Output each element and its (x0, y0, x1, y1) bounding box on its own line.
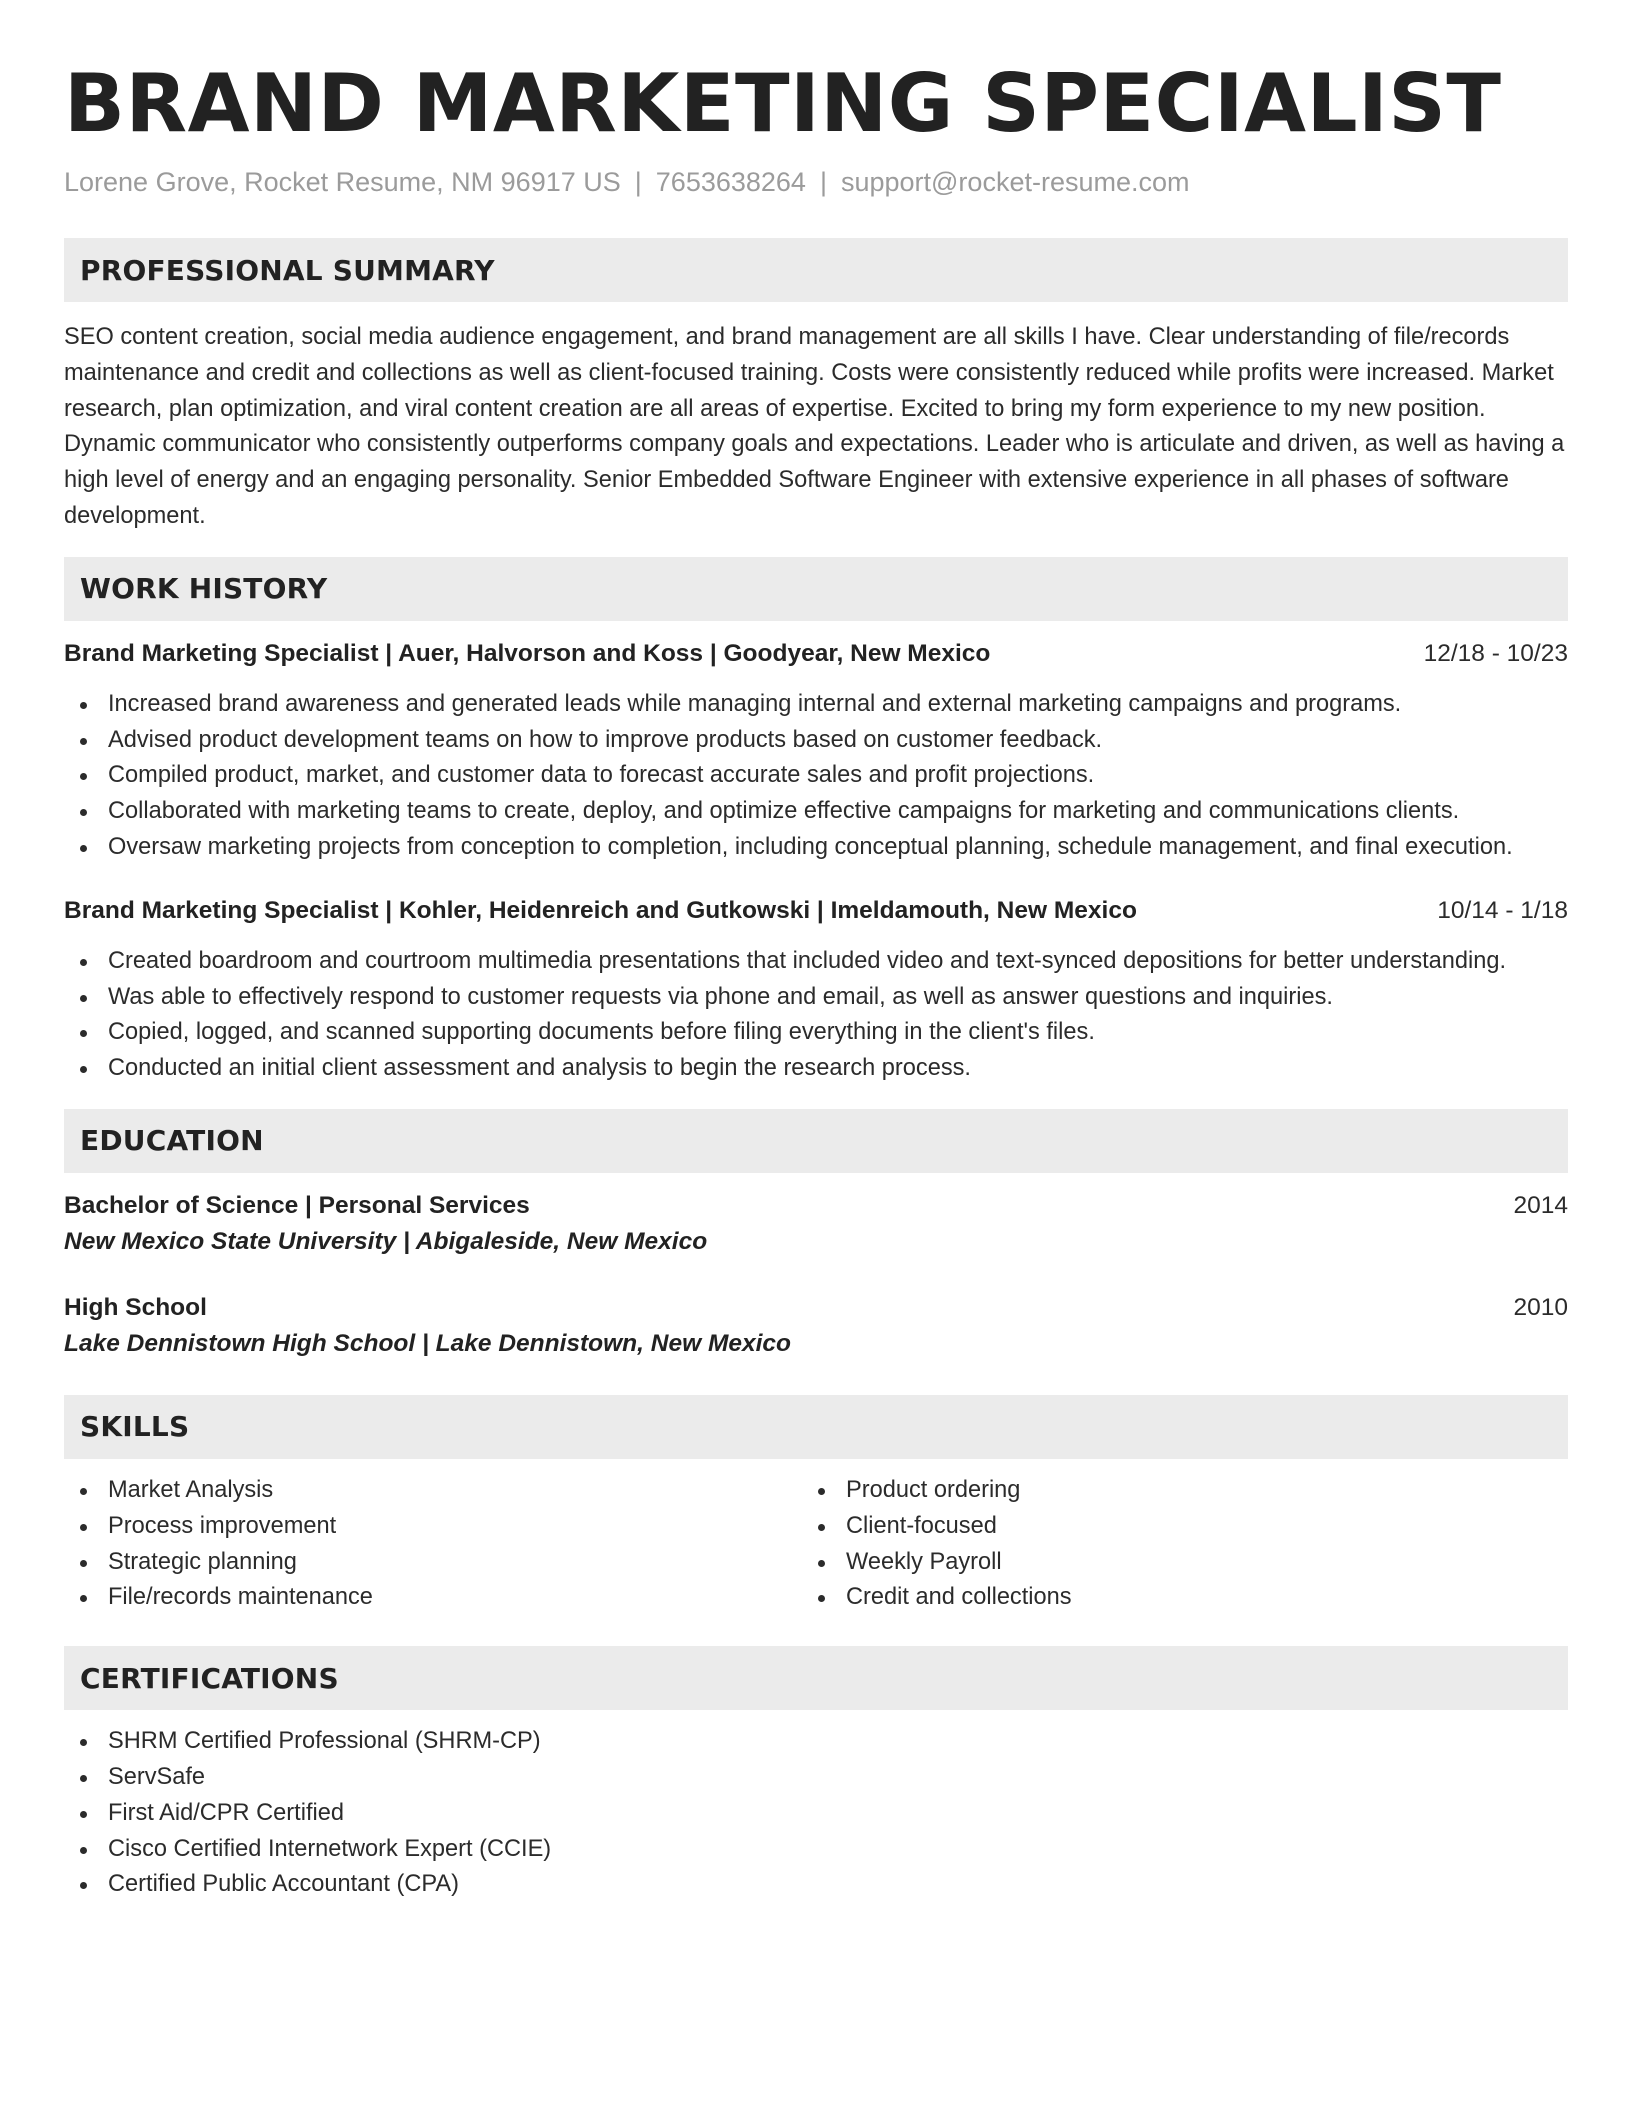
skill-text: Client-focused (846, 1512, 997, 1539)
bullet-icon (80, 1030, 87, 1037)
job-bullet-text: Collaborated with marketing teams to create, deploy, and optimize effective campaigns for marketing and communications clients. (108, 798, 1460, 825)
skills-grid (64, 1473, 1568, 1616)
education-header (64, 1189, 1568, 1223)
bullet-icon (80, 1595, 87, 1602)
job-entry (64, 637, 1568, 866)
education-entry (64, 1189, 1568, 1261)
skill-text: File/records maintenance (108, 1584, 373, 1611)
contact-phone: 7653638264 (655, 167, 806, 197)
resume-name-title: BRAND MARKETING SPECIALIST (64, 57, 1502, 150)
bullet-icon (80, 1882, 87, 1889)
bullet-icon (80, 1524, 87, 1531)
certifications-list (64, 1724, 1568, 1903)
contact-email[interactable]: support@rocket-resume.com (840, 167, 1190, 197)
education-section-header: EDUCATION (64, 1109, 1568, 1173)
job-bullet-text: Conducted an initial client assessment and analysis to begin the research process. (108, 1055, 971, 1082)
job-bullet-text: Compiled product, market, and customer data to forecast accurate sales and profit projections. (108, 762, 1095, 789)
bullet-icon (80, 845, 87, 852)
bullet-icon (80, 738, 87, 745)
job-title: Brand Marketing Specialist | Auer, Halvorson and Koss | Goodyear, New Mexico (64, 639, 991, 667)
skill-text: Process improvement (108, 1512, 337, 1539)
certification-text: First Aid/CPR Certified (108, 1799, 344, 1826)
certifications-section-header: CERTIFICATIONS (64, 1646, 1568, 1710)
skill-item (64, 1545, 802, 1581)
job-bullet (64, 1051, 1568, 1087)
certification-item (64, 1796, 1568, 1832)
bullet-icon (80, 702, 87, 709)
job-bullet (64, 944, 1568, 980)
job-bullets (64, 944, 1568, 1087)
skill-item (64, 1580, 802, 1616)
skill-text: Credit and collections (846, 1584, 1072, 1611)
certification-item (64, 1832, 1568, 1868)
skill-item (802, 1580, 1540, 1616)
education-school: Lake Dennistown High School | Lake Dennistown, New Mexico (64, 1329, 791, 1357)
contact-separator: | (634, 167, 642, 197)
job-bullet-text: Oversaw marketing projects from conception to completion, including conceptual planning, schedule management, and final execution. (108, 833, 1513, 860)
job-bullets (64, 687, 1568, 866)
skill-item (802, 1473, 1540, 1509)
education-year: 2010 (1513, 1293, 1568, 1321)
job-dates: 10/14 - 1/18 (1437, 896, 1568, 924)
bullet-icon (80, 1066, 87, 1073)
job-header (64, 637, 1568, 671)
job-bullet (64, 723, 1568, 759)
bullet-icon (818, 1595, 825, 1602)
certification-item (64, 1760, 1568, 1796)
skill-item (64, 1509, 802, 1545)
certification-text: ServSafe (108, 1763, 206, 1790)
job-bullet (64, 830, 1568, 866)
certification-item (64, 1724, 1568, 1760)
bullet-icon (80, 1847, 87, 1854)
skill-text: Strategic planning (108, 1548, 297, 1575)
job-entry (64, 894, 1568, 1087)
contact-address: Lorene Grove, Rocket Resume, NM 96917 US (64, 167, 621, 197)
bullet-icon (818, 1560, 825, 1567)
contact-separator: | (819, 167, 827, 197)
bullet-icon (80, 959, 87, 966)
bullet-icon (80, 1488, 87, 1495)
education-school: New Mexico State University | Abigaleside, New Mexico (64, 1227, 708, 1255)
job-title: Brand Marketing Specialist | Kohler, Heidenreich and Gutkowski | Imeldamouth, New Mexico (64, 896, 1137, 924)
education-degree: High School (64, 1293, 207, 1321)
bullet-icon (80, 773, 87, 780)
job-bullet (64, 758, 1568, 794)
skill-text: Product ordering (846, 1476, 1021, 1503)
job-bullet (64, 794, 1568, 830)
job-bullet-text: Advised product development teams on how to improve products based on customer feedback. (108, 726, 1103, 753)
job-bullet (64, 687, 1568, 723)
skill-item (802, 1545, 1540, 1581)
certification-text: SHRM Certified Professional (SHRM-CP) (108, 1728, 541, 1755)
skill-item (802, 1509, 1540, 1545)
education-degree: Bachelor of Science | Personal Services (64, 1191, 530, 1219)
skills-section-header: SKILLS (64, 1395, 1568, 1459)
bullet-icon (818, 1488, 825, 1495)
certification-text: Certified Public Accountant (CPA) (108, 1871, 460, 1898)
bullet-icon (80, 1811, 87, 1818)
job-bullet (64, 980, 1568, 1016)
education-header (64, 1291, 1568, 1325)
bullet-icon (80, 809, 87, 816)
skill-item (64, 1473, 802, 1509)
skills-list-left (64, 1473, 802, 1616)
bullet-icon (80, 995, 87, 1002)
job-bullet-text: Created boardroom and courtroom multimedia presentations that included video and text-synced depositions for better understanding. (108, 947, 1507, 974)
certification-text: Cisco Certified Internetwork Expert (CCIE) (108, 1835, 552, 1862)
job-bullet-text: Was able to effectively respond to customer requests via phone and email, as well as answer questions and inquiries. (108, 983, 1333, 1010)
skills-list-right (802, 1473, 1540, 1616)
job-dates: 12/18 - 10/23 (1423, 639, 1568, 667)
bullet-icon (80, 1560, 87, 1567)
job-bullet-text: Increased brand awareness and generated leads while managing internal and external marketing campaigns and programs. (108, 690, 1402, 717)
education-entry (64, 1291, 1568, 1363)
job-header (64, 894, 1568, 928)
bullet-icon (80, 1775, 87, 1782)
skill-text: Weekly Payroll (846, 1548, 1002, 1575)
summary-section-header: PROFESSIONAL SUMMARY (64, 238, 1568, 302)
job-bullet-text: Copied, logged, and scanned supporting documents before filing everything in the client's files. (108, 1019, 1095, 1046)
education-year: 2014 (1513, 1191, 1568, 1219)
contact-line (64, 164, 1568, 200)
job-bullet (64, 1015, 1568, 1051)
summary-text: SEO content creation, social media audience engagement, and brand management are all skills I have. Clear understanding of file/records maintenance and credit and collections as well as client-focused training. Costs were consistently reduced while profits were increased. Market research, plan optimization, and viral content creation are all areas of expertise. Excited to bring my form experience to my new position. Dynamic communicator who consistently outperforms company goals and expectations. Leader who is articulate and driven, as well as having a high level of energy and an engaging personality. Senior Embedded Software Engineer with extensive experience in all phases of software development. (64, 324, 1565, 529)
bullet-icon (818, 1524, 825, 1531)
bullet-icon (80, 1739, 87, 1746)
skill-text: Market Analysis (108, 1476, 274, 1503)
work-history-section-header: WORK HISTORY (64, 557, 1568, 621)
certification-item (64, 1867, 1568, 1903)
